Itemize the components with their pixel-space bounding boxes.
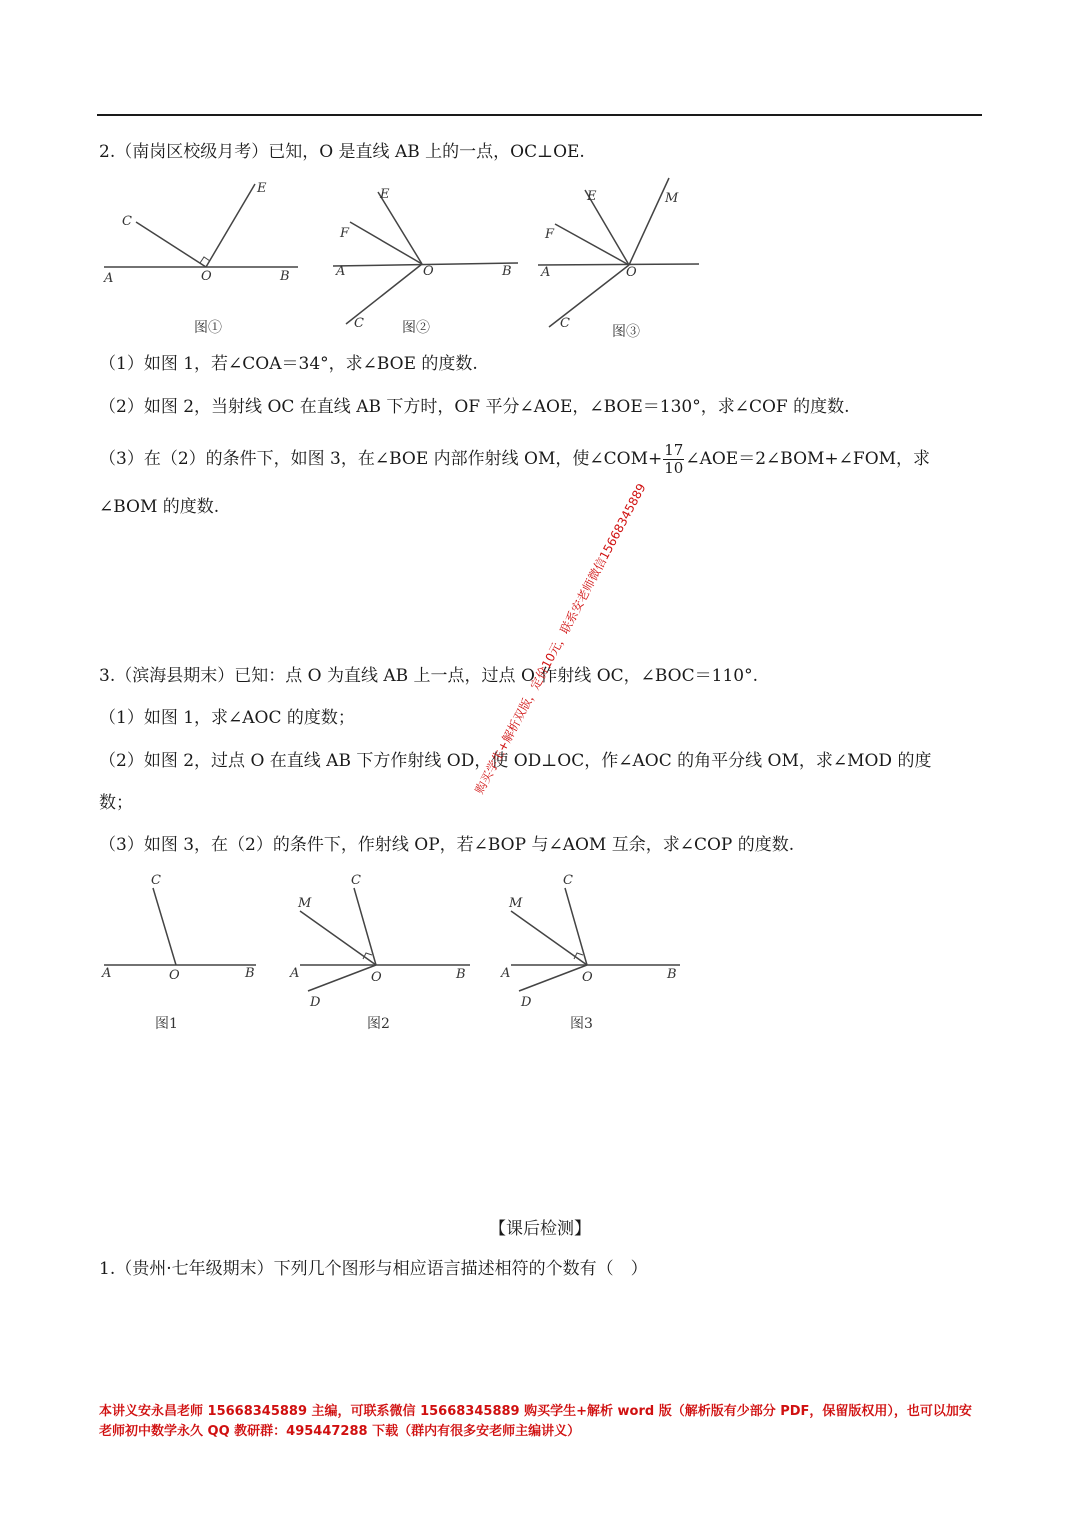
label-m: M — [298, 896, 312, 911]
label-d: D — [521, 995, 532, 1010]
label-c: C — [354, 316, 364, 331]
q2-part3-a: （3）在（2）的条件下，如图 3，在∠BOE 内部作射线 OM，使∠COM+ — [99, 449, 663, 469]
q2-figure-2 — [330, 172, 525, 342]
label-e: E — [257, 181, 267, 196]
label-c: C — [560, 316, 570, 331]
q3-part2: （2）如图 2，过点 O 在直线 AB 下方作射线 OD，使 OD⊥OC，作∠AOC 的角平分线 OM，求∠MOD 的度 — [99, 751, 932, 771]
label-o: O — [582, 970, 593, 985]
label-e: E — [587, 189, 597, 204]
label-o: O — [423, 264, 434, 279]
label-a: A — [104, 271, 114, 286]
label-b: B — [245, 966, 255, 981]
watermark-text: 购买学生+解析双版，定价10元，联系安老师微信15668345889 — [472, 481, 649, 797]
q2-figure-3 — [535, 172, 705, 344]
label-m: M — [665, 191, 679, 206]
q3-part3: （3）如图 3，在（2）的条件下，作射线 OP，若∠BOP 与∠AOM 互余，求∠COP 的度数. — [99, 835, 795, 855]
label-e: E — [380, 187, 390, 202]
figure-caption: 图1 — [155, 1016, 178, 1032]
figure-caption: 图① — [194, 320, 222, 336]
label-a: A — [501, 966, 511, 981]
figure-caption: 图② — [402, 320, 430, 336]
label-d: D — [310, 995, 321, 1010]
q3-part2-continued: 数； — [99, 793, 133, 813]
label-o: O — [201, 269, 212, 284]
label-b: B — [502, 264, 512, 279]
q2-intro: 2.（南岗区校级月考）已知，O 是直线 AB 上的一点，OC⊥OE. — [99, 142, 585, 162]
label-b: B — [456, 967, 466, 982]
label-a: A — [290, 966, 300, 981]
q2-part3-continued: ∠BOM 的度数. — [99, 497, 220, 517]
label-c: C — [151, 873, 161, 888]
q2-part1: （1）如图 1，若∠COA＝34°，求∠BOE 的度数. — [99, 354, 478, 374]
label-f: F — [545, 227, 555, 242]
fraction-numerator: 17 — [664, 441, 684, 459]
q3-figure-2 — [286, 868, 476, 1038]
figure-caption: 图3 — [570, 1016, 593, 1032]
q3-intro: 3.（滨海县期末）已知：点 O 为直线 AB 上一点，过点 O 作射线 OC，∠BOC＝110°. — [99, 666, 758, 686]
label-a: A — [102, 966, 112, 981]
label-c: C — [563, 873, 573, 888]
label-c: C — [122, 214, 132, 229]
label-b: B — [667, 967, 677, 982]
label-m: M — [509, 896, 523, 911]
section-title: 【课后检测】 — [489, 1219, 591, 1239]
q2-part3-b: ∠AOE＝2∠BOM+∠FOM，求 — [685, 449, 931, 469]
label-o: O — [169, 968, 180, 983]
q3-figure-1 — [98, 868, 268, 1038]
label-f: F — [340, 226, 350, 241]
label-o: O — [371, 970, 382, 985]
after-class-q1: 1.（贵州·七年级期末）下列几个图形与相应语言描述相符的个数有（ ） — [99, 1259, 648, 1279]
label-c: C — [351, 873, 361, 888]
label-a: A — [541, 265, 551, 280]
figure-caption: 图③ — [612, 324, 640, 340]
q3-part1: （1）如图 1，求∠AOC 的度数； — [99, 708, 355, 728]
label-o: O — [626, 265, 637, 280]
q2-part3 — [99, 442, 930, 477]
q3-figure-3 — [497, 868, 687, 1038]
label-a: A — [336, 264, 346, 279]
label-b: B — [280, 269, 290, 284]
q2-part2: （2）如图 2，当射线 OC 在直线 AB 下方时，OF 平分∠AOE，∠BOE＝130°，求∠COF 的度数. — [99, 397, 850, 417]
fraction-denominator: 10 — [664, 459, 684, 477]
q2-figure-1 — [98, 172, 308, 342]
footer-notice: 本讲义安永昌老师 15668345889 主编，可联系微信 15668345889 购买学生+解析 word 版（解析版有少部分 PDF，保留版权用），也可以加安老师初中数学永久 QQ 教研群：495447288 下载（群内有很多安老师主编讲义） — [99, 1404, 972, 1439]
figure-caption: 图2 — [367, 1016, 390, 1032]
header-rule — [97, 114, 982, 116]
